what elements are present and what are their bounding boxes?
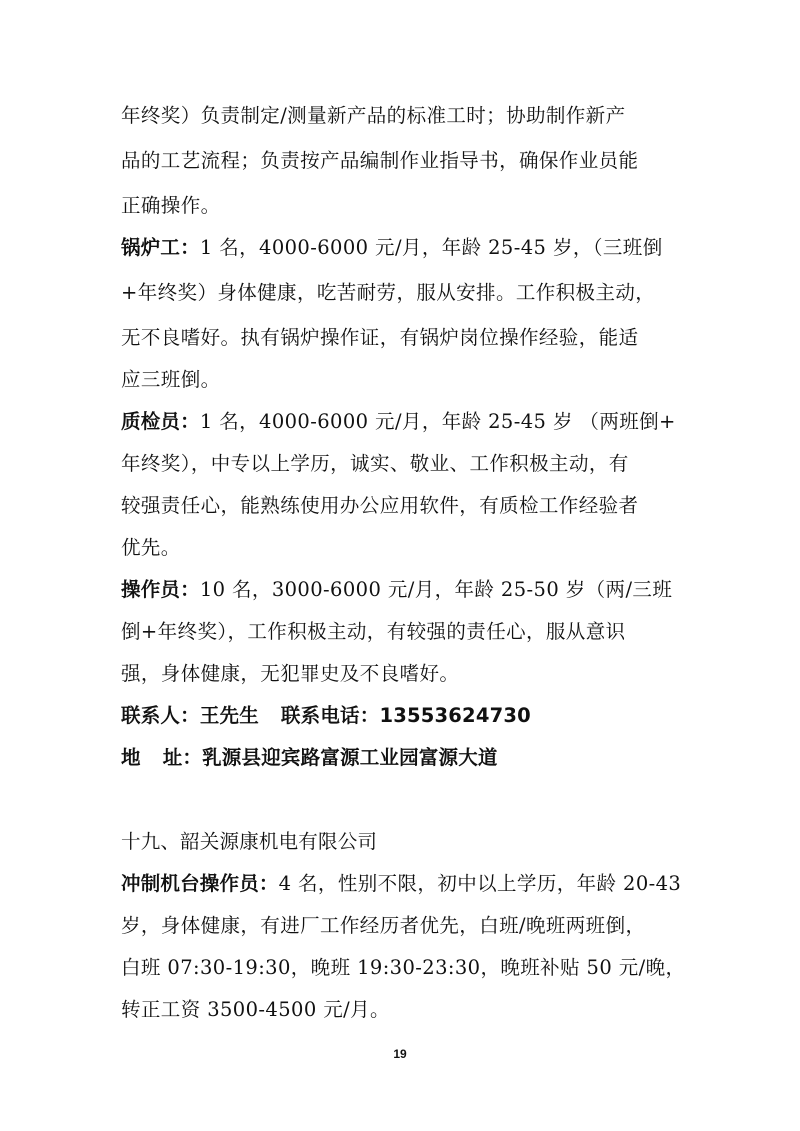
job-inspector-first-line: [121, 410, 691, 434]
section-heading: 十九、韶关源康机电有限公司: [121, 830, 378, 853]
address-value: 乳源县迎宾路富源工业园富源大道: [202, 746, 498, 769]
contact-phone: 13553624730: [379, 704, 531, 727]
paragraph-line: 强，身体健康，无犯罪史及不良嗜好。: [121, 662, 460, 685]
paragraph-line: +年终奖）身体健康，吃苦耐劳，服从安排。工作积极主动，: [121, 281, 656, 304]
paragraph-line: 年终奖）负责制定/测量新产品的标准工时；协助制作新产: [121, 104, 626, 127]
contact-line: [121, 704, 691, 728]
paragraph-line: 岁，身体健康，有进厂工作经历者优先，白班/晚班两班倒，: [121, 914, 646, 937]
job-title: 锅炉工：: [121, 236, 200, 259]
job-details: 1 名，4000-6000 元/月，年龄 25-45 岁 （两班倒+: [199, 410, 676, 433]
paragraph-line: 倒+年终奖），工作积极主动，有较强的责任心，服从意识: [121, 620, 626, 643]
paragraph-line: 白班 07:30-19:30，晚班 19:30-23:30，晚班补贴 50 元/晚，: [121, 956, 686, 979]
paragraph-line: 正确操作。: [121, 194, 221, 217]
paragraph-line: 无不良嗜好。执有锅炉操作证，有锅炉岗位操作经验，能适: [121, 326, 639, 349]
job-details: 1 名，4000-6000 元/月，年龄 25-45 岁，（三班倒: [199, 236, 663, 259]
paragraph-line: 应三班倒。: [121, 368, 221, 391]
job-details: 10 名，3000-6000 元/月，年龄 25-50 岁（两/三班: [199, 578, 673, 601]
address-label-1: 地: [121, 746, 141, 769]
paragraph-line: 优先。: [121, 536, 181, 559]
job-press-operator-first-line: [121, 872, 691, 896]
paragraph-line: 品的工艺流程；负责按产品编制作业指导书，确保作业员能: [121, 149, 639, 172]
job-title: 冲制机台操作员：: [121, 872, 279, 895]
address-label-2: 址：: [162, 746, 203, 769]
paragraph-line: 年终奖），中专以上学历，诚实、敬业、工作积极主动，有: [121, 452, 629, 475]
job-title: 操作员：: [121, 578, 200, 601]
job-operator-first-line: [121, 578, 691, 602]
contact-person-name: 王先生: [199, 704, 259, 727]
job-boiler-first-line: [121, 236, 691, 260]
contact-phone-label: 联系电话：: [280, 704, 380, 727]
job-details: 4 名，性别不限，初中以上学历，年龄 20-43: [278, 872, 682, 895]
job-title: 质检员：: [121, 410, 200, 433]
page-number: 19: [393, 1047, 407, 1061]
paragraph-line: 转正工资 3500-4500 元/月。: [121, 998, 390, 1021]
paragraph-line: 较强责任心，能熟练使用办公应用软件，有质检工作经验者: [121, 494, 639, 517]
address-line: [121, 746, 691, 770]
contact-person-label: 联系人：: [121, 704, 200, 727]
